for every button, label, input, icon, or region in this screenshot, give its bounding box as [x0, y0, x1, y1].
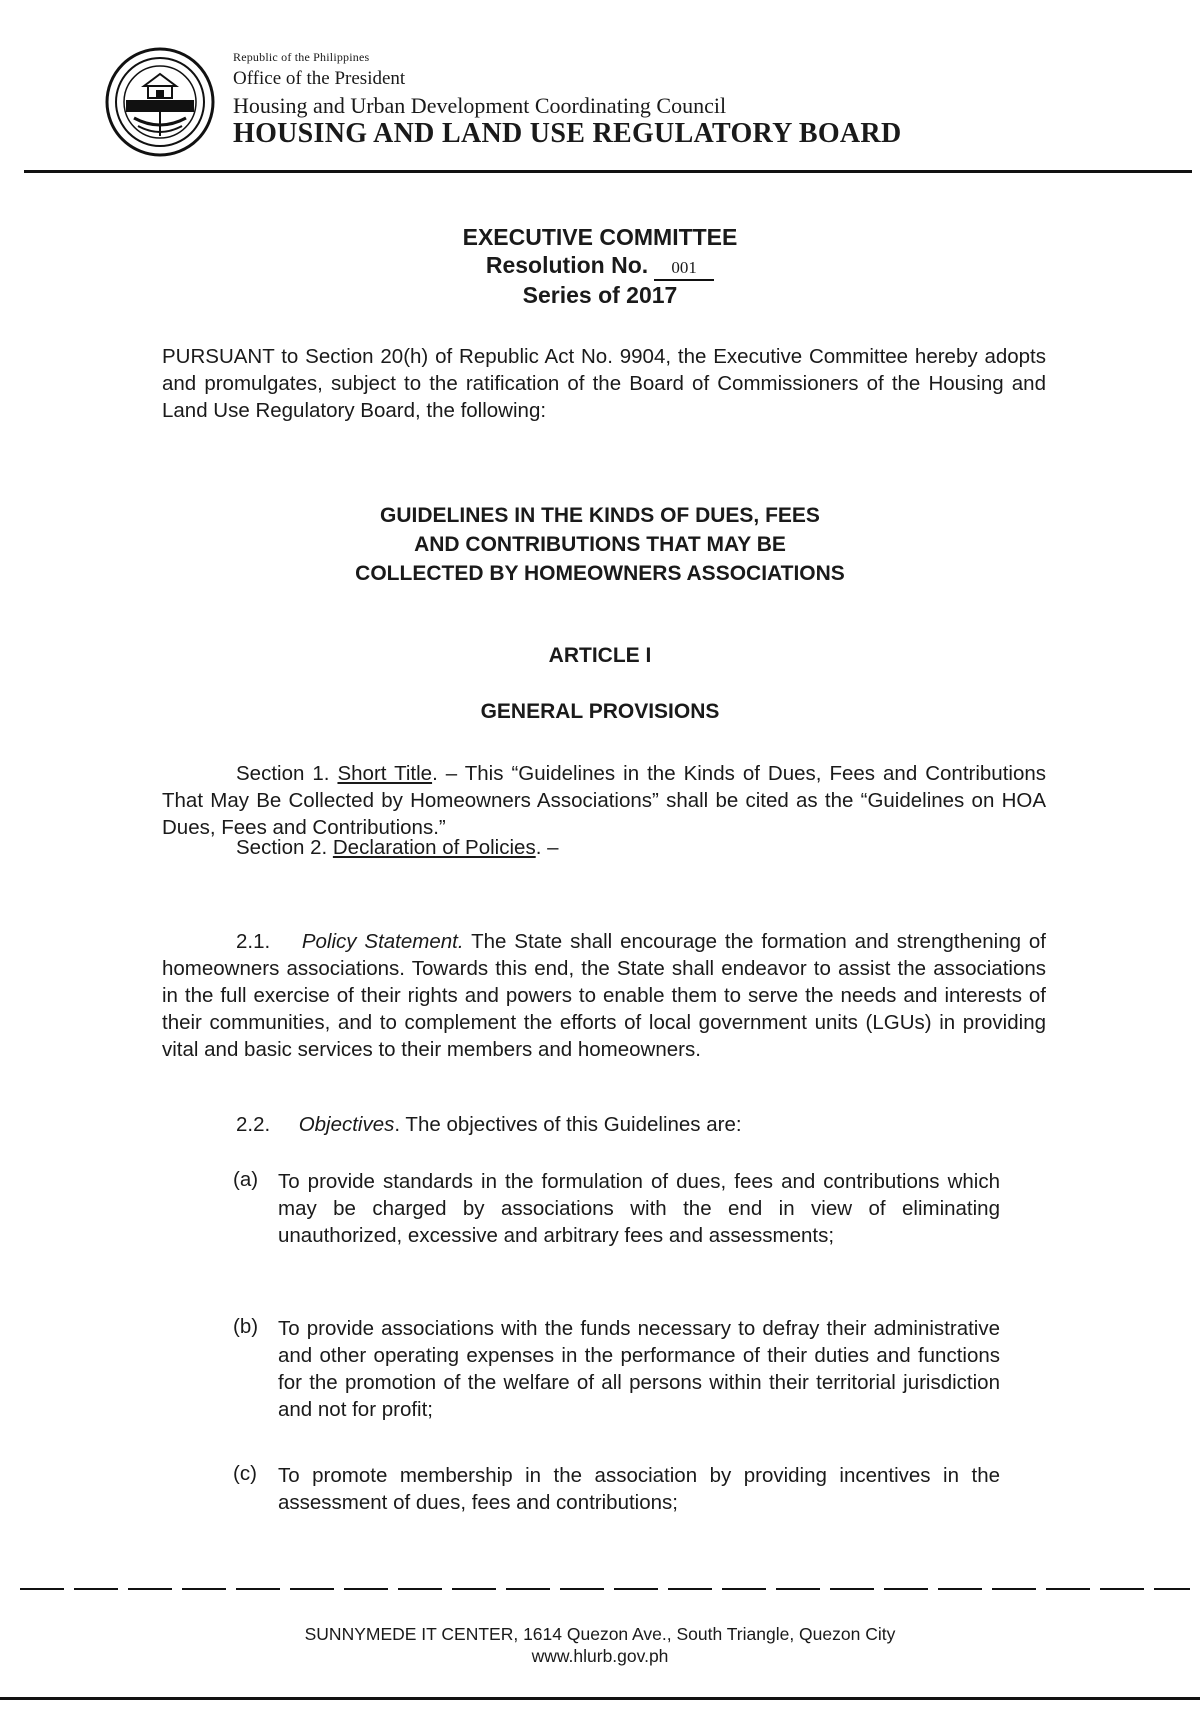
guidelines-title-line2: AND CONTRIBUTIONS THAT MAY BE	[414, 533, 786, 556]
header-council: Housing and Urban Development Coordinating Council	[233, 93, 727, 118]
objective-c-text: To promote membership in the association by providing incentives in the assessment of dues, fees and contributions;	[278, 1464, 1000, 1514]
header-office: Office of the President	[233, 68, 406, 89]
footer-website: www.hlurb.gov.ph	[531, 1646, 669, 1666]
section-2-title: Declaration of Policies	[332, 836, 536, 859]
section-1-title: Short Title	[337, 762, 433, 785]
header-rule	[24, 170, 1192, 173]
preamble-paragraph: PURSUANT to Section 20(h) of Republic Act No. 9904, the Executive Committee hereby adopts and promulgates, subject to the ratification of the Board of Commissioners of the Housing and Land Use Regulatory Board, the following:	[162, 345, 1046, 422]
objectives-text: . The objectives of this Guidelines are:	[394, 1113, 742, 1136]
section-2-heading	[236, 836, 559, 860]
objectives-number: 2.2.	[236, 1113, 271, 1136]
committee-title: EXECUTIVE COMMITTEE	[462, 224, 738, 250]
guidelines-title-line3: COLLECTED BY HOMEOWNERS ASSOCIATIONS	[355, 562, 845, 585]
section-2-suffix: . –	[535, 836, 559, 859]
policy-statement-paragraph	[162, 928, 1046, 1063]
resolution-label: Resolution No.	[485, 252, 649, 278]
footer-dashed-rule	[0, 1586, 1200, 1592]
guidelines-title-line1: GUIDELINES IN THE KINDS OF DUES, FEES	[380, 504, 820, 527]
objective-b-text: To provide associations with the funds necessary to defray their administrative and other operating expenses in the performance of their duties and functions for the promotion of the welfare of all persons within their territorial jurisdiction and not for profit;	[278, 1317, 1000, 1421]
section-1-paragraph	[162, 760, 1046, 841]
resolution-number: 001	[654, 257, 714, 281]
footer-address: SUNNYMEDE IT CENTER, 1614 Quezon Ave., South Triangle, Quezon City	[304, 1624, 896, 1644]
series-title: Series of 2017	[522, 282, 678, 308]
objectives-heading	[236, 1113, 742, 1137]
hlurb-seal-icon	[104, 46, 216, 158]
section-1-prefix: Section 1.	[236, 762, 330, 785]
objective-b-label: (b)	[233, 1315, 259, 1338]
objective-c-label: (c)	[233, 1462, 257, 1485]
policy-number: 2.1.	[236, 930, 271, 953]
article-heading: ARTICLE I	[548, 644, 652, 667]
objective-a-text: To provide standards in the formulation of dues, fees and contributions which may be charged by associations with the end in view of eliminating unauthorized, excessive and arbitrary fees and assessments;	[278, 1170, 1000, 1247]
section-2-prefix: Section 2.	[236, 836, 328, 859]
objective-a-label: (a)	[233, 1168, 259, 1191]
policy-title: Policy Statement.	[301, 930, 464, 953]
header-board: HOUSING AND LAND USE REGULATORY BOARD	[233, 118, 902, 149]
footer-rule	[0, 1697, 1200, 1700]
policy-text: The State shall encourage the formation and strengthening of homeowners associations. Towards this end, the State shall endeavor to assist the associations in the full exercise of their rights and powers to enable them to serve the needs and interests of their communities, and to complement the efforts of local government units (LGUs) in providing vital and basic services to their members and homeowners.	[162, 930, 1047, 1061]
objectives-title: Objectives	[298, 1113, 395, 1136]
section-1-text: . – This “Guidelines in the Kinds of Dues, Fees and Contributions That May Be Collected by Homeowners Associations” shall be cited as the “Guidelines on HOA Dues, Fees and Contributions.”	[162, 762, 1047, 839]
resolution-line	[0, 252, 1200, 281]
header-republic: Republic of the Philippines	[233, 50, 370, 64]
article-subheading: GENERAL PROVISIONS	[480, 700, 720, 723]
